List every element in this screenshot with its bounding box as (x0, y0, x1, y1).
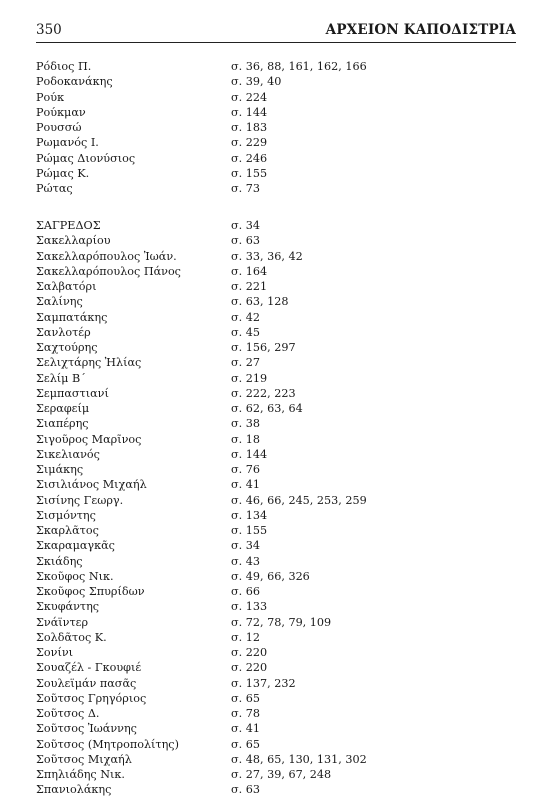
entry-pages: σ. 219 (231, 371, 268, 385)
entry-pages: σ. 43 (231, 554, 260, 568)
entry-name: Σκαραμαγκᾶς (36, 539, 115, 553)
entry-pages: σ. 65 (231, 691, 260, 705)
entry-pages: σ. 72, 78, 79, 109 (231, 615, 332, 629)
entry-name: Σαχτούρης (36, 341, 98, 354)
index-entry (36, 416, 516, 431)
entry-name: Ρώμας Διονύσιος (36, 151, 136, 165)
entry-pages: σ. 41 (231, 722, 260, 736)
index-entry (36, 59, 516, 74)
index-entry (36, 569, 516, 584)
running-title: ΑΡΧΕΙΟΝ ΚΑΠΟΔΙΣΤΡΙΑ (325, 22, 516, 38)
index-entry (36, 493, 516, 508)
page-header (36, 22, 516, 38)
entry-pages: σ. 246 (231, 151, 268, 165)
entry-pages: σ. 63, 128 (231, 295, 289, 309)
entry-name: Ρώμας Κ. (36, 166, 90, 180)
index-entry (36, 218, 516, 233)
entry-pages: σ. 78 (231, 707, 260, 720)
index-entry (36, 447, 516, 462)
entry-name: Σαλίνης (36, 295, 83, 309)
entry-pages: σ. 164 (231, 264, 268, 278)
entry-pages: σ. 48, 65, 130, 131, 302 (231, 752, 367, 766)
index-entry (36, 767, 516, 782)
page-number: 350 (36, 22, 62, 38)
entry-pages: σ. 33, 36, 42 (231, 249, 303, 263)
header-rule (36, 42, 516, 43)
entry-name: Ρωμανός Ι. (36, 136, 99, 150)
entry-pages: σ. 224 (231, 90, 268, 104)
entry-name: Σολδᾶτος Κ. (36, 630, 107, 644)
index-entry (36, 166, 516, 181)
entry-pages: σ. 63 (231, 234, 260, 248)
entry-name: Σοῦτσος (Μητροπολίτης) (36, 737, 179, 751)
entry-pages: σ. 65 (231, 737, 260, 751)
entry-name: Σουλεϊμάν πασᾶς (36, 676, 137, 690)
entry-pages: σ. 34 (231, 219, 260, 232)
index-entry (36, 74, 516, 89)
index-entry (36, 386, 516, 401)
index-block-rho (36, 59, 516, 196)
index-entry (36, 645, 516, 660)
entry-pages: σ. 62, 63, 64 (231, 402, 303, 415)
index-entry (36, 340, 516, 355)
index-entry (36, 477, 516, 492)
entry-pages: σ. 76 (231, 463, 260, 476)
entry-pages: σ. 18 (231, 432, 260, 446)
index-entry (36, 508, 516, 523)
index-entry (36, 151, 516, 166)
entry-name: Σισίνης Γεωργ. (36, 493, 124, 507)
entry-name: Σουαζέλ - Γκουφιέ (36, 661, 142, 675)
index-entry (36, 584, 516, 599)
entry-name: Σελίμ Β΄ (36, 371, 86, 385)
entry-name: Σκιάδης (36, 554, 83, 568)
entry-name: Σικελιανός (36, 447, 100, 461)
entry-name: Σοῦτσος Γρηγόριος (36, 691, 147, 705)
entry-name: Σαμπατάκης (36, 310, 108, 324)
entry-pages: σ. 38 (231, 417, 260, 431)
index-entry (36, 752, 516, 767)
entry-name: Σακελλαρίου (36, 234, 111, 248)
entry-pages: σ. 155 (231, 524, 268, 537)
entry-name: Ροδοκανάκης (36, 75, 113, 89)
entry-name: Σνάϊντερ (36, 615, 89, 629)
entry-pages: σ. 34 (231, 539, 260, 553)
entry-name: Σονίνι (36, 646, 74, 659)
index-entry (36, 233, 516, 248)
index-entry (36, 737, 516, 752)
entry-name: Σκυφάντης (36, 600, 100, 614)
index-entry (36, 310, 516, 325)
entry-name: Σεμπαστιανί (36, 386, 109, 400)
entry-name: Σεραφείμ (36, 402, 90, 415)
index-entry (36, 660, 516, 675)
entry-pages: σ. 12 (231, 630, 260, 644)
entry-name: Σελιχτάρης Ἠλίας (36, 356, 142, 370)
index-entry (36, 554, 516, 569)
entry-pages: σ. 73 (231, 182, 260, 195)
entry-name: Σαλβατόρι (36, 280, 97, 293)
entry-pages: σ. 27 (231, 356, 260, 370)
index-entry (36, 615, 516, 630)
entry-pages: σ. 134 (231, 508, 268, 522)
entry-pages: σ. 222, 223 (231, 386, 296, 400)
entry-name: Ρόδιος Π. (36, 60, 92, 73)
index-entry (36, 325, 516, 340)
entry-pages: σ. 221 (231, 280, 268, 293)
index-entry (36, 355, 516, 370)
entry-pages: σ. 46, 66, 245, 253, 259 (231, 493, 367, 507)
entry-pages: σ. 42 (231, 310, 260, 324)
entry-name: Ρούκ (36, 90, 65, 104)
index-entry (36, 630, 516, 645)
index-entry (36, 432, 516, 447)
entry-pages: σ. 36, 88, 161, 162, 166 (231, 60, 367, 73)
entry-name: Σιμάκης (36, 463, 84, 476)
index-entry (36, 181, 516, 196)
entry-name: Ρουσσώ (36, 121, 82, 134)
index-entry (36, 120, 516, 135)
index-entry (36, 462, 516, 477)
entry-name: Σοῦτσος Ἰωάννης (36, 722, 137, 736)
entry-pages: σ. 229 (231, 136, 268, 150)
entry-name: Σκοῦφος Νικ. (36, 569, 114, 583)
index-block-sigma (36, 218, 516, 798)
entry-pages: σ. 156, 297 (231, 341, 296, 354)
index-entry (36, 249, 516, 264)
entry-name: Σακελλαρόπουλος Πάνος (36, 264, 181, 278)
entry-name: Σκαρλᾶτος (36, 524, 99, 537)
entry-pages: σ. 49, 66, 326 (231, 569, 310, 583)
entry-pages: σ. 66 (231, 585, 260, 598)
index-entry (36, 782, 516, 797)
entry-pages: σ. 45 (231, 325, 260, 339)
index-entry (36, 676, 516, 691)
entry-name: ΣΑΓΡΕΔΟΣ (36, 219, 101, 232)
entry-name: Σισμόντης (36, 508, 96, 522)
entry-pages: σ. 220 (231, 646, 268, 659)
entry-name: Σπηλιάδης Νικ. (36, 768, 125, 781)
index-entry (36, 279, 516, 294)
entry-pages: σ. 183 (231, 121, 268, 134)
index-entry (36, 105, 516, 120)
index-entry (36, 706, 516, 721)
entry-pages: σ. 144 (231, 447, 268, 461)
entry-pages: σ. 137, 232 (231, 676, 296, 690)
entry-name: Σοῦτσος Μιχαήλ (36, 752, 132, 766)
index-entry (36, 538, 516, 553)
entry-pages: σ. 39, 40 (231, 75, 282, 89)
index-entry (36, 599, 516, 614)
index-entry (36, 523, 516, 538)
index-entry (36, 691, 516, 706)
entry-pages: σ. 41 (231, 478, 260, 492)
entry-name: Σοῦτσος Δ. (36, 707, 100, 720)
entry-pages: σ. 220 (231, 661, 268, 675)
entry-name: Σακελλαρόπουλος Ἰωάν. (36, 249, 177, 263)
index-entry (36, 264, 516, 279)
entry-name: Ρώτας (36, 182, 73, 195)
index-entry (36, 401, 516, 416)
entry-name: Σιαπέρης (36, 417, 89, 431)
entry-name: Ρούκμαν (36, 105, 86, 119)
index-entry (36, 135, 516, 150)
entry-pages: σ. 133 (231, 600, 268, 614)
entry-pages: σ. 63 (231, 783, 260, 797)
index-entry (36, 721, 516, 736)
entry-name: Σκοῦφος Σπυρίδων (36, 585, 145, 598)
entry-name: Σπανιολάκης (36, 783, 112, 797)
entry-pages: σ. 144 (231, 105, 268, 119)
index-entry (36, 90, 516, 105)
entry-name: Σισιλιάνος Μιχαήλ (36, 478, 147, 492)
index-entry (36, 371, 516, 386)
entry-pages: σ. 155 (231, 166, 268, 180)
entry-name: Σανλοτέρ (36, 325, 91, 339)
entry-pages: σ. 27, 39, 67, 248 (231, 768, 332, 781)
entry-name: Σιγοῦρος Μαρῖνος (36, 432, 142, 446)
index-entry (36, 294, 516, 309)
